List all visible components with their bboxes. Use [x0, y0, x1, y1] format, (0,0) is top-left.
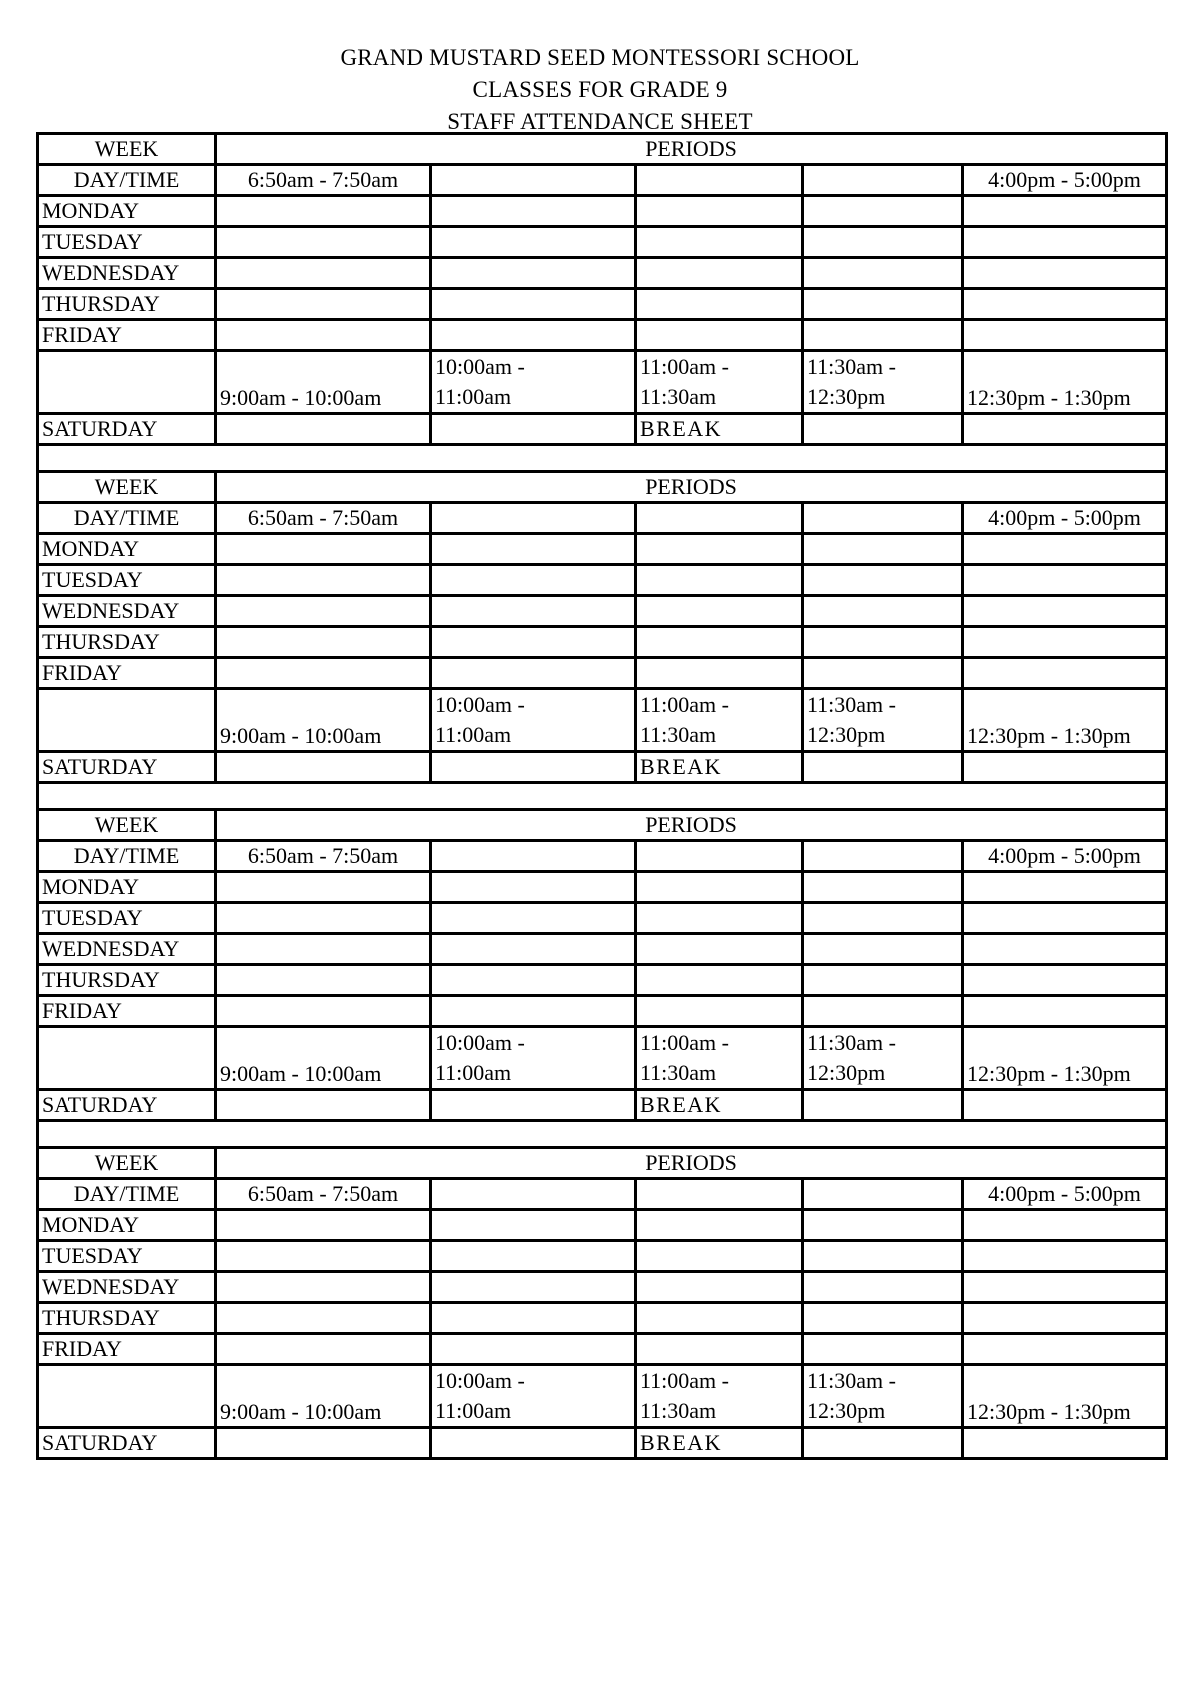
day-row-wednesday	[38, 934, 1167, 965]
saturday-times-row	[38, 351, 1167, 414]
attendance-cell[interactable]	[431, 1428, 636, 1459]
school-name: GRAND MUSTARD SEED MONTESSORI SCHOOL	[340, 45, 860, 70]
saturday-time-3: 11:00am - 11:30am	[636, 689, 803, 752]
attendance-cell[interactable]	[636, 872, 803, 903]
attendance-cell[interactable]	[803, 534, 963, 565]
week-header-row	[38, 472, 1167, 503]
day-label: MONDAY	[38, 534, 216, 565]
attendance-cell[interactable]	[636, 565, 803, 596]
period-time-4	[803, 503, 963, 534]
period-time-4	[803, 165, 963, 196]
attendance-cell[interactable]	[431, 1303, 636, 1334]
attendance-cell[interactable]	[636, 258, 803, 289]
class-name: CLASSES FOR GRADE 9	[472, 77, 728, 102]
weekday-times-row	[38, 1179, 1167, 1210]
day-row-friday	[38, 996, 1167, 1027]
day-row-tuesday	[38, 1241, 1167, 1272]
attendance-cell[interactable]	[963, 934, 1167, 965]
saturday-time-1: 9:00am - 10:00am	[216, 689, 431, 752]
attendance-cell[interactable]	[963, 627, 1167, 658]
attendance-cell[interactable]	[963, 1272, 1167, 1303]
saturday-times-blank	[38, 351, 216, 414]
saturday-time-2: 10:00am - 11:00am	[431, 689, 636, 752]
period-time-2	[431, 503, 636, 534]
attendance-cell[interactable]	[803, 227, 963, 258]
attendance-cell[interactable]	[431, 1241, 636, 1272]
day-label: TUESDAY	[38, 1241, 216, 1272]
saturday-time-1: 9:00am - 10:00am	[216, 1365, 431, 1428]
attendance-cell[interactable]	[803, 1090, 963, 1121]
attendance-cell[interactable]	[636, 934, 803, 965]
day-row-monday	[38, 534, 1167, 565]
attendance-cell[interactable]	[963, 196, 1167, 227]
attendance-cell[interactable]	[216, 752, 431, 783]
saturday-time-1: 9:00am - 10:00am	[216, 351, 431, 414]
attendance-cell[interactable]	[216, 1334, 431, 1365]
attendance-cell[interactable]	[803, 320, 963, 351]
saturday-time-5: 12:30pm - 1:30pm	[963, 689, 1167, 752]
attendance-cell[interactable]	[216, 414, 431, 445]
saturday-times-row	[38, 689, 1167, 752]
week-header-row	[38, 134, 1167, 165]
attendance-cell[interactable]	[216, 627, 431, 658]
day-row-saturday	[38, 752, 1167, 783]
attendance-cell[interactable]	[963, 258, 1167, 289]
sheet-title: STAFF ATTENDANCE SHEET	[447, 109, 753, 134]
attendance-cell[interactable]	[803, 258, 963, 289]
day-row-wednesday	[38, 596, 1167, 627]
saturday-time-4: 11:30am - 12:30pm	[803, 1027, 963, 1090]
attendance-cell[interactable]	[216, 1210, 431, 1241]
day-label: THURSDAY	[38, 289, 216, 320]
day-label: MONDAY	[38, 1210, 216, 1241]
attendance-cell[interactable]	[216, 872, 431, 903]
day-label: TUESDAY	[38, 903, 216, 934]
attendance-cell[interactable]	[431, 320, 636, 351]
period-time-4	[803, 841, 963, 872]
day-row-saturday	[38, 414, 1167, 445]
day-row-saturday	[38, 1428, 1167, 1459]
saturday-time-2: 10:00am - 11:00am	[431, 1365, 636, 1428]
attendance-cell[interactable]	[636, 627, 803, 658]
attendance-cell[interactable]	[216, 1272, 431, 1303]
day-label: THURSDAY	[38, 627, 216, 658]
attendance-cell[interactable]	[963, 752, 1167, 783]
day-label: MONDAY	[38, 196, 216, 227]
attendance-cell[interactable]	[636, 1241, 803, 1272]
attendance-cell[interactable]	[636, 996, 803, 1027]
attendance-cell[interactable]	[431, 903, 636, 934]
day-label: FRIDAY	[38, 1334, 216, 1365]
separator-cell	[38, 445, 1167, 472]
sheet-heading	[0, 42, 1200, 138]
day-row-monday	[38, 1210, 1167, 1241]
attendance-cell[interactable]	[803, 1272, 963, 1303]
attendance-cell[interactable]	[963, 565, 1167, 596]
attendance-cell[interactable]	[803, 289, 963, 320]
weekday-times-row	[38, 503, 1167, 534]
period-time-5: 4:00pm - 5:00pm	[963, 503, 1167, 534]
saturday-times-row	[38, 1027, 1167, 1090]
attendance-cell[interactable]	[216, 227, 431, 258]
attendance-cell[interactable]	[963, 872, 1167, 903]
saturday-time-5: 12:30pm - 1:30pm	[963, 1027, 1167, 1090]
periods-label: PERIODS	[216, 472, 1167, 503]
day-time-label: DAY/TIME	[38, 841, 216, 872]
saturday-times-blank	[38, 1027, 216, 1090]
attendance-cell[interactable]	[963, 1303, 1167, 1334]
attendance-cell[interactable]	[431, 196, 636, 227]
attendance-cell[interactable]	[216, 320, 431, 351]
attendance-cell[interactable]	[216, 596, 431, 627]
day-row-wednesday	[38, 1272, 1167, 1303]
saturday-times-row	[38, 1365, 1167, 1428]
period-time-3	[636, 503, 803, 534]
day-time-label: DAY/TIME	[38, 1179, 216, 1210]
attendance-cell[interactable]	[216, 1241, 431, 1272]
attendance-cell[interactable]	[963, 1334, 1167, 1365]
day-label: WEDNESDAY	[38, 596, 216, 627]
attendance-cell[interactable]	[803, 965, 963, 996]
period-time-3	[636, 165, 803, 196]
day-row-monday	[38, 872, 1167, 903]
attendance-cell[interactable]	[963, 1428, 1167, 1459]
period-time-1: 6:50am - 7:50am	[216, 165, 431, 196]
attendance-cell[interactable]	[963, 596, 1167, 627]
attendance-cell[interactable]	[803, 934, 963, 965]
day-label: SATURDAY	[38, 1428, 216, 1459]
attendance-cell[interactable]	[216, 903, 431, 934]
attendance-cell[interactable]	[431, 965, 636, 996]
week-label: WEEK	[38, 810, 216, 841]
attendance-cell[interactable]	[636, 289, 803, 320]
attendance-cell[interactable]	[803, 1241, 963, 1272]
attendance-cell[interactable]	[803, 596, 963, 627]
attendance-cell[interactable]	[636, 903, 803, 934]
attendance-cell[interactable]	[431, 934, 636, 965]
attendance-cell[interactable]	[216, 996, 431, 1027]
attendance-cell[interactable]	[216, 196, 431, 227]
attendance-cell[interactable]	[431, 596, 636, 627]
separator-cell	[38, 783, 1167, 810]
periods-label: PERIODS	[216, 134, 1167, 165]
attendance-cell[interactable]	[431, 1272, 636, 1303]
saturday-time-5: 12:30pm - 1:30pm	[963, 351, 1167, 414]
attendance-cell[interactable]	[216, 565, 431, 596]
day-row-thursday	[38, 289, 1167, 320]
attendance-cell[interactable]	[431, 1090, 636, 1121]
attendance-table	[36, 132, 1168, 1460]
attendance-cell[interactable]	[803, 565, 963, 596]
attendance-cell[interactable]	[803, 1210, 963, 1241]
attendance-cell[interactable]	[963, 227, 1167, 258]
attendance-cell[interactable]	[431, 658, 636, 689]
attendance-cell[interactable]	[963, 320, 1167, 351]
attendance-cell[interactable]	[431, 565, 636, 596]
period-time-3	[636, 841, 803, 872]
saturday-time-5: 12:30pm - 1:30pm	[963, 1365, 1167, 1428]
attendance-cell[interactable]	[803, 1428, 963, 1459]
attendance-cell[interactable]	[636, 1210, 803, 1241]
attendance-cell[interactable]	[963, 1241, 1167, 1272]
day-label: SATURDAY	[38, 1090, 216, 1121]
attendance-cell[interactable]	[431, 1210, 636, 1241]
attendance-cell[interactable]	[216, 534, 431, 565]
attendance-cell[interactable]	[963, 414, 1167, 445]
attendance-cell[interactable]	[431, 534, 636, 565]
day-row-thursday	[38, 965, 1167, 996]
attendance-cell[interactable]	[636, 320, 803, 351]
day-row-saturday	[38, 1090, 1167, 1121]
period-time-5: 4:00pm - 5:00pm	[963, 841, 1167, 872]
attendance-cell[interactable]	[636, 1272, 803, 1303]
saturday-time-4: 11:30am - 12:30pm	[803, 1365, 963, 1428]
attendance-cell[interactable]	[963, 996, 1167, 1027]
attendance-cell[interactable]	[636, 965, 803, 996]
week-label: WEEK	[38, 1148, 216, 1179]
saturday-time-3: 11:00am - 11:30am	[636, 1027, 803, 1090]
period-time-5: 4:00pm - 5:00pm	[963, 1179, 1167, 1210]
week-label: WEEK	[38, 134, 216, 165]
weekday-times-row	[38, 165, 1167, 196]
day-label: FRIDAY	[38, 996, 216, 1027]
attendance-cell[interactable]	[803, 872, 963, 903]
periods-label: PERIODS	[216, 810, 1167, 841]
attendance-cell[interactable]	[216, 1428, 431, 1459]
day-row-friday	[38, 658, 1167, 689]
period-time-2	[431, 841, 636, 872]
period-time-2	[431, 1179, 636, 1210]
saturday-time-4: 11:30am - 12:30pm	[803, 689, 963, 752]
day-label: FRIDAY	[38, 320, 216, 351]
day-label: MONDAY	[38, 872, 216, 903]
attendance-cell[interactable]	[963, 658, 1167, 689]
period-time-1: 6:50am - 7:50am	[216, 841, 431, 872]
attendance-cell[interactable]	[216, 1090, 431, 1121]
attendance-cell[interactable]	[803, 752, 963, 783]
attendance-cell[interactable]	[216, 658, 431, 689]
break-label: BREAK	[636, 414, 803, 445]
day-row-monday	[38, 196, 1167, 227]
period-time-4	[803, 1179, 963, 1210]
attendance-cell[interactable]	[636, 658, 803, 689]
day-row-thursday	[38, 627, 1167, 658]
day-row-tuesday	[38, 903, 1167, 934]
day-row-tuesday	[38, 227, 1167, 258]
attendance-cell[interactable]	[636, 1334, 803, 1365]
attendance-cell[interactable]	[963, 903, 1167, 934]
attendance-cell[interactable]	[963, 534, 1167, 565]
saturday-time-3: 11:00am - 11:30am	[636, 351, 803, 414]
attendance-cell[interactable]	[963, 289, 1167, 320]
day-label: THURSDAY	[38, 1303, 216, 1334]
attendance-cell[interactable]	[431, 1334, 636, 1365]
attendance-cell[interactable]	[963, 1090, 1167, 1121]
period-time-5: 4:00pm - 5:00pm	[963, 165, 1167, 196]
week-separator	[38, 1121, 1167, 1148]
attendance-cell[interactable]	[431, 289, 636, 320]
attendance-cell[interactable]	[431, 996, 636, 1027]
saturday-time-2: 10:00am - 11:00am	[431, 351, 636, 414]
period-time-2	[431, 165, 636, 196]
attendance-cell[interactable]	[216, 258, 431, 289]
week-header-row	[38, 1148, 1167, 1179]
period-time-1: 6:50am - 7:50am	[216, 503, 431, 534]
period-time-1: 6:50am - 7:50am	[216, 1179, 431, 1210]
attendance-cell[interactable]	[216, 289, 431, 320]
attendance-cell[interactable]	[636, 227, 803, 258]
attendance-cell[interactable]	[636, 534, 803, 565]
day-label: TUESDAY	[38, 227, 216, 258]
day-time-label: DAY/TIME	[38, 165, 216, 196]
attendance-cell[interactable]	[803, 414, 963, 445]
day-label: WEDNESDAY	[38, 258, 216, 289]
day-time-label: DAY/TIME	[38, 503, 216, 534]
day-label: THURSDAY	[38, 965, 216, 996]
break-label: BREAK	[636, 1090, 803, 1121]
attendance-cell[interactable]	[431, 227, 636, 258]
attendance-cell[interactable]	[803, 996, 963, 1027]
attendance-cell[interactable]	[431, 258, 636, 289]
week-header-row	[38, 810, 1167, 841]
periods-label: PERIODS	[216, 1148, 1167, 1179]
attendance-cell[interactable]	[803, 658, 963, 689]
separator-cell	[38, 1121, 1167, 1148]
attendance-cell[interactable]	[216, 934, 431, 965]
day-row-tuesday	[38, 565, 1167, 596]
attendance-cell[interactable]	[216, 965, 431, 996]
day-label: SATURDAY	[38, 414, 216, 445]
week-label: WEEK	[38, 472, 216, 503]
attendance-cell[interactable]	[431, 752, 636, 783]
day-row-thursday	[38, 1303, 1167, 1334]
day-label: WEDNESDAY	[38, 934, 216, 965]
attendance-cell[interactable]	[963, 1210, 1167, 1241]
day-row-friday	[38, 1334, 1167, 1365]
saturday-times-blank	[38, 689, 216, 752]
attendance-cell[interactable]	[803, 1303, 963, 1334]
attendance-cell[interactable]	[803, 627, 963, 658]
day-label: FRIDAY	[38, 658, 216, 689]
attendance-cell[interactable]	[803, 1334, 963, 1365]
day-row-wednesday	[38, 258, 1167, 289]
day-row-friday	[38, 320, 1167, 351]
period-time-3	[636, 1179, 803, 1210]
saturday-times-blank	[38, 1365, 216, 1428]
day-label: SATURDAY	[38, 752, 216, 783]
day-label: TUESDAY	[38, 565, 216, 596]
attendance-cell[interactable]	[636, 596, 803, 627]
weekday-times-row	[38, 841, 1167, 872]
attendance-cell[interactable]	[803, 196, 963, 227]
saturday-time-3: 11:00am - 11:30am	[636, 1365, 803, 1428]
attendance-cell[interactable]	[431, 627, 636, 658]
saturday-time-2: 10:00am - 11:00am	[431, 1027, 636, 1090]
break-label: BREAK	[636, 752, 803, 783]
attendance-cell[interactable]	[216, 1303, 431, 1334]
attendance-cell[interactable]	[963, 965, 1167, 996]
attendance-cell[interactable]	[636, 1303, 803, 1334]
attendance-cell[interactable]	[431, 414, 636, 445]
attendance-cell[interactable]	[803, 903, 963, 934]
saturday-time-4: 11:30am - 12:30pm	[803, 351, 963, 414]
attendance-cell[interactable]	[636, 196, 803, 227]
week-separator	[38, 783, 1167, 810]
attendance-cell[interactable]	[431, 872, 636, 903]
week-separator	[38, 445, 1167, 472]
day-label: WEDNESDAY	[38, 1272, 216, 1303]
saturday-time-1: 9:00am - 10:00am	[216, 1027, 431, 1090]
break-label: BREAK	[636, 1428, 803, 1459]
